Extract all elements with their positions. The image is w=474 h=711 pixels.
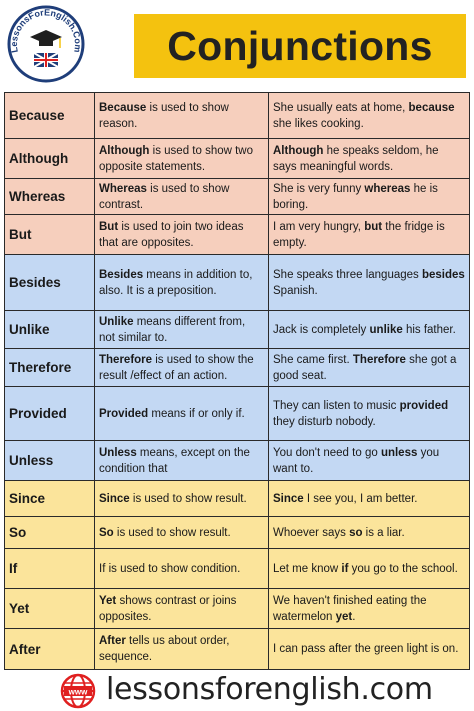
example-text: unlike	[369, 323, 403, 336]
example-text: you want to.	[273, 446, 440, 475]
example-text: She came first.	[273, 353, 353, 366]
example-cell	[269, 589, 470, 629]
conjunction-term: Unlike	[5, 311, 95, 349]
conjunction-term: If	[5, 549, 95, 589]
example-text: you go to the school.	[348, 562, 458, 575]
footer	[0, 670, 474, 711]
example-text: he speaks seldom, he says meaningful words.	[273, 144, 439, 173]
example-text: We haven't finished eating the watermelon	[273, 594, 427, 623]
table-body	[5, 93, 470, 670]
table-row	[5, 441, 470, 481]
conjunction-term: Because	[5, 93, 95, 139]
example-cell	[269, 517, 470, 549]
definition-text: So	[99, 526, 114, 539]
definition-cell	[95, 139, 269, 179]
conjunction-term: Whereas	[5, 179, 95, 215]
example-cell	[269, 255, 470, 311]
conjunction-term: Yet	[5, 589, 95, 629]
example-text: Since	[273, 492, 304, 505]
definition-text: is used to show reason.	[99, 101, 229, 130]
example-cell	[269, 441, 470, 481]
definition-cell	[95, 517, 269, 549]
example-text: she likes cooking.	[273, 117, 364, 130]
definition-cell	[95, 549, 269, 589]
page-title: Conjunctions	[167, 22, 433, 69]
definition-cell	[95, 215, 269, 255]
definition-text: shows contrast or joins opposites.	[99, 594, 237, 623]
definition-text: means different from, not similar to.	[99, 315, 246, 344]
example-text: Therefore	[352, 353, 406, 366]
example-text: She usually eats at home,	[273, 101, 409, 114]
example-text: they disturb nobody.	[273, 415, 376, 428]
definition-text: is used to show the result /effect of an action.	[99, 353, 254, 382]
table-row	[5, 349, 470, 387]
definition-cell	[95, 349, 269, 387]
definition-text: Besides	[99, 268, 144, 281]
example-text: because	[408, 101, 455, 114]
definition-text: Since	[99, 492, 130, 505]
definition-text: But	[99, 220, 119, 233]
conjunction-term: Unless	[5, 441, 95, 481]
conjunction-term: Since	[5, 481, 95, 517]
definition-cell	[95, 387, 269, 441]
example-text: his father.	[402, 323, 456, 336]
example-text: They can listen to music	[273, 399, 400, 412]
example-text: You don't need to go	[273, 446, 381, 459]
definition-text: Whereas	[99, 182, 147, 195]
definition-text: Unlike	[99, 315, 134, 328]
example-text: if	[341, 562, 349, 575]
example-text: Whoever says	[273, 526, 350, 539]
example-text: She is very funny	[273, 182, 365, 195]
example-cell	[269, 481, 470, 517]
example-text: so	[349, 526, 363, 539]
table-row	[5, 629, 470, 670]
definition-text: If is used to show condition.	[99, 562, 241, 575]
table-row	[5, 387, 470, 441]
definition-text: Provided	[99, 407, 149, 420]
definition-cell	[95, 589, 269, 629]
definition-cell	[95, 93, 269, 139]
conjunction-term: Besides	[5, 255, 95, 311]
table-row	[5, 311, 470, 349]
definition-text: Because	[99, 101, 147, 114]
example-text: but	[364, 220, 383, 233]
example-text: is a liar.	[362, 526, 405, 539]
site-url: lessonsforenglish.com	[106, 672, 433, 707]
table-row	[5, 549, 470, 589]
example-text: Jack is completely	[273, 323, 370, 336]
table-row	[5, 481, 470, 517]
definition-text: tells us about order, sequence.	[99, 635, 230, 663]
svg-text:www: www	[68, 687, 88, 697]
conjunction-term: But	[5, 215, 95, 255]
example-cell	[269, 387, 470, 441]
example-cell	[269, 549, 470, 589]
example-text: yet	[335, 610, 353, 623]
conjunction-term: Although	[5, 139, 95, 179]
conjunction-term: After	[5, 629, 95, 670]
definition-text: is used to show result.	[113, 526, 231, 539]
table-row	[5, 139, 470, 179]
table-row	[5, 517, 470, 549]
definition-cell	[95, 629, 269, 670]
definition-text: is used to join two ideas that are opposites.	[99, 220, 244, 249]
definition-cell	[95, 255, 269, 311]
definition-text: is used to show contrast.	[99, 182, 230, 211]
definition-cell	[95, 441, 269, 481]
example-cell	[269, 629, 470, 670]
example-text: Although	[273, 144, 324, 157]
definition-text: is used to show two opposite statements.	[99, 144, 254, 173]
example-text: I am very hungry,	[273, 220, 365, 233]
example-cell	[269, 93, 470, 139]
example-text: .	[352, 610, 356, 623]
example-text: besides	[421, 268, 465, 281]
table-row	[5, 589, 470, 629]
definition-text: Therefore	[99, 353, 153, 366]
conjunction-term: Provided	[5, 387, 95, 441]
example-text: she got a good seat.	[273, 353, 457, 382]
definition-text: Yet	[99, 594, 117, 607]
definition-text: Unless	[99, 446, 137, 459]
logo-graduation-cap-icon	[6, 4, 102, 84]
table-row	[5, 179, 470, 215]
table-row	[5, 215, 470, 255]
example-text: the fridge is empty.	[273, 220, 445, 249]
title-banner	[134, 14, 466, 78]
header	[0, 0, 474, 90]
definition-text: After	[99, 635, 126, 647]
example-cell	[269, 349, 470, 387]
globe-www-icon	[60, 673, 96, 709]
example-cell	[269, 179, 470, 215]
definition-text: means if or only if.	[148, 407, 245, 420]
definition-text: is used to show result.	[129, 492, 247, 505]
example-text: Spanish.	[273, 284, 318, 297]
example-text: Let me know	[273, 562, 342, 575]
svg-text:LessonsForEnglish.Com: LessonsForEnglish.Com	[8, 7, 84, 54]
definition-text: means in addition to, also. It is a preposition.	[99, 268, 253, 297]
definition-cell	[95, 481, 269, 517]
example-text: provided	[399, 399, 449, 412]
table-row	[5, 93, 470, 139]
example-text: unless	[380, 446, 418, 459]
definition-cell	[95, 179, 269, 215]
conjunction-term: Therefore	[5, 349, 95, 387]
example-text: She speaks three languages	[273, 268, 422, 281]
example-cell	[269, 311, 470, 349]
example-text: whereas	[364, 182, 411, 195]
definition-cell	[95, 311, 269, 349]
example-text: I can pass after the green light is on.	[273, 643, 459, 655]
example-cell	[269, 215, 470, 255]
example-text: he is boring.	[273, 182, 438, 211]
example-cell	[269, 139, 470, 179]
example-text: I see you, I am better.	[303, 492, 418, 505]
definition-text: means, except on the condition that	[99, 446, 250, 475]
conjunction-term: So	[5, 517, 95, 549]
conjunctions-table	[4, 92, 470, 670]
table-row	[5, 255, 470, 311]
definition-text: Although	[99, 144, 150, 157]
